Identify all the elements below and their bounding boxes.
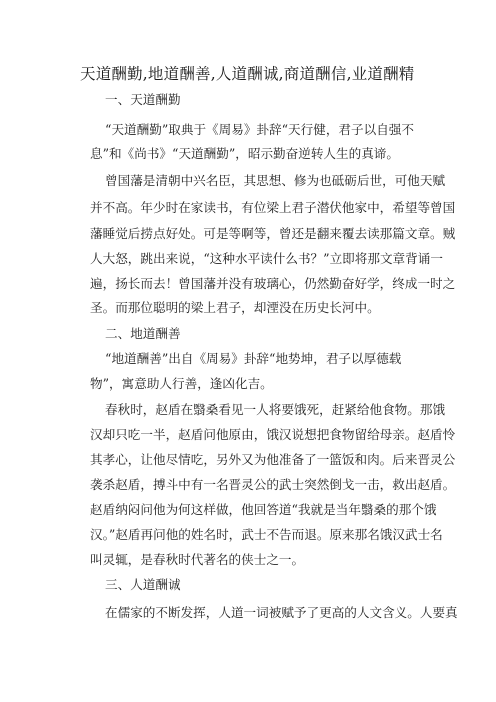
document-title: 天道酬勤,地道酬善,人道酬诚,商道酬信,业道酬精	[80, 65, 415, 83]
paragraph-line: 遍，扬长而去！曾国藩并没有玻璃心，仍然勤奋好学，终成一时之	[90, 276, 456, 291]
paragraph-line: “地道酬善”出自《周易》卦辞“地势坤，君子以厚德载	[105, 351, 402, 366]
paragraph-line: 物”，寓意助人行善，逢凶化吉。	[90, 376, 273, 391]
paragraph-line: “天道酬勤”取典于《周易》卦辞“天行健，君子以自强不	[105, 122, 414, 137]
paragraph-line: 圣。而那位聪明的梁上君子，却湮没在历史长河中。	[90, 300, 380, 315]
paragraph-line: 其孝心，让他尽情吃，另外又为他准备了一篮饭和肉。后来晋灵公	[90, 452, 456, 467]
paragraph-line: 藩睡觉后捞点好处。可是等啊等，曾还是翻来覆去读那篇文章。贼	[90, 226, 456, 241]
paragraph-line: 人大怒，跳出来说，“这种水平读什么书？”立即将那文章背诵一	[90, 251, 443, 266]
paragraph-line: 汉。”赵盾再问他的姓名时，武士不告而退。原来那名饿汉武士名	[90, 527, 443, 542]
paragraph-line: 赵盾纳闷问他为何这样做，他回答道“我就是当年翳桑的那个饿	[90, 502, 437, 517]
paragraph-line: 袭杀赵盾，搏斗中有一名晋灵公的武士突然倒戈一击，救出赵盾。	[90, 477, 456, 492]
paragraph-line: 叫灵辄，是春秋时代著名的侠士之一。	[90, 552, 305, 567]
section-heading-3: 三、人道酬诚	[105, 577, 181, 592]
paragraph-line: 息”和《尚书》“天道酬勤”，昭示勤奋逆转人生的真谛。	[90, 146, 399, 161]
section-heading-1: 一、天道酬勤	[105, 92, 181, 107]
paragraph-line: 春秋时，赵盾在翳桑看见一人将要饿死，赶紧给他食物。那饿	[105, 402, 446, 417]
paragraph-line: 汉却只吃一半，赵盾问他原由，饿汉说想把食物留给母亲。赵盾怜	[90, 427, 456, 442]
paragraph-line: 并不高。年少时在家读书，有位梁上君子潜伏他家中，希望等曾国	[90, 200, 456, 215]
section-heading-2: 二、地道酬善	[105, 326, 181, 341]
paragraph-line: 曾国藩是清朝中兴名臣，其思想、修为也砥砺后世，可他天赋	[105, 173, 446, 188]
paragraph-line: 在儒家的不断发挥，人道一词被赋予了更高的人文含义。人要真	[105, 605, 458, 620]
